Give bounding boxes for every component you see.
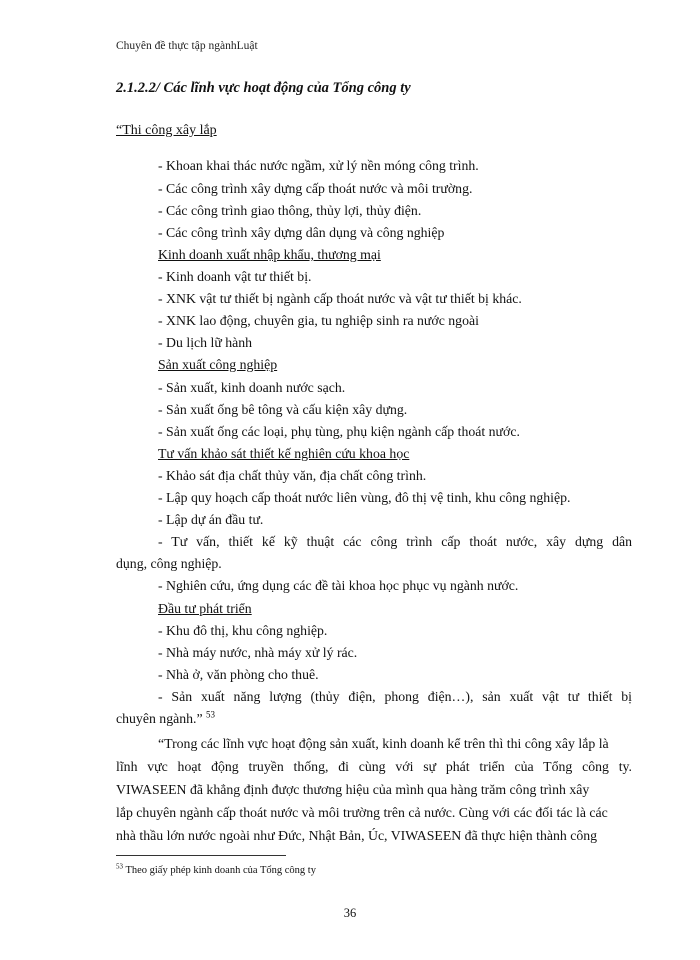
- list-item: - Khoan khai thác nước ngầm, xử lý nền móng công trình.: [158, 158, 479, 173]
- list-item: - Khảo sát địa chất thủy văn, địa chất công trình.: [158, 468, 427, 483]
- subsection-heading: Tư vấn khảo sát thiết kế nghiên cứu khoa học: [158, 446, 410, 461]
- list-item: - Lập quy hoạch cấp thoát nước liên vùng, đô thị vệ tinh, khu công nghiệp.: [158, 490, 571, 505]
- list-item: - XNK lao động, chuyên gia, tu nghiệp sinh ra nước ngoài: [158, 313, 479, 328]
- list-item: - Nhà ở, văn phòng cho thuê.: [158, 667, 319, 682]
- category-label: “Thi công xây lắp: [116, 123, 217, 138]
- footnote-divider: [116, 855, 286, 856]
- list-item: - Lập dự án đầu tư.: [158, 512, 264, 527]
- running-header: Chuyên đề thực tập ngànhLuật: [116, 40, 258, 52]
- list-item: - Sản xuất ống các loại, phụ tùng, phụ kiện ngành cấp thoát nước.: [158, 424, 520, 439]
- list-item-continuation: dụng, công nghiệp.: [116, 556, 222, 571]
- list-item: - Các công trình giao thông, thủy lợi, thủy điện.: [158, 203, 422, 218]
- list-item: - Du lịch lữ hành: [158, 335, 253, 350]
- footnote-reference: 53: [206, 709, 216, 720]
- paragraph-line: lắp chuyên ngành cấp thoát nước và môi trường trên cả nước. Cùng với các đối tác là các: [116, 805, 608, 820]
- list-item: - Khu đô thị, khu công nghiệp.: [158, 623, 328, 638]
- list-item: - XNK vật tư thiết bị ngành cấp thoát nước và vật tư thiết bị khác.: [158, 291, 522, 306]
- list-item: - Sản xuất ống bê tông và cấu kiện xây dựng.: [158, 402, 408, 417]
- paragraph-line: “Trong các lĩnh vực hoạt động sản xuất, kinh doanh kể trên thì thi công xây lắp là: [158, 736, 609, 751]
- paragraph-line: VIWASEEN đã khẳng định được thương hiệu của mình qua hàng trăm công trình xây: [116, 782, 590, 797]
- list-item: - Các công trình xây dựng cấp thoát nước và môi trường.: [158, 181, 473, 196]
- list-item: - Nghiên cứu, ứng dụng các đề tài khoa học phục vụ ngành nước.: [158, 578, 519, 593]
- page-number: 36: [343, 906, 357, 920]
- subsection-heading: Kinh doanh xuất nhập khẩu, thương mại: [158, 247, 381, 262]
- list-item-continuation: [116, 711, 215, 727]
- subsection-heading: Sản xuất công nghiệp: [158, 357, 278, 372]
- list-item: - Các công trình xây dựng dân dụng và công nghiệp: [158, 225, 445, 240]
- list-item: - Tư vấn, thiết kế kỹ thuật các công trình cấp thoát nước, xây dựng dân: [158, 534, 632, 549]
- list-item: - Sản xuất, kinh doanh nước sạch.: [158, 380, 346, 395]
- section-heading: 2.1.2.2/ Các lĩnh vực hoạt động của Tổng công ty: [116, 80, 411, 96]
- paragraph-line: nhà thầu lớn nước ngoài như Đức, Nhật Bản, Úc, VIWASEEN đã thực hiện thành công: [116, 828, 598, 843]
- footnote-marker: 53: [116, 862, 123, 871]
- footnote-text: Theo giấy phép kinh doanh của Tổng công ty: [125, 865, 316, 876]
- list-item: - Nhà máy nước, nhà máy xử lý rác.: [158, 645, 358, 660]
- footnote: [116, 862, 316, 876]
- subsection-heading: Đầu tư phát triển: [158, 601, 252, 616]
- quote-end-text: chuyên ngành.”: [116, 711, 203, 726]
- paragraph-line: lĩnh vực hoạt động truyền thống, đi cùng với sự phát triển của Tổng công ty.: [116, 759, 632, 774]
- list-item: - Sản xuất năng lượng (thủy điện, phong điện…), sản xuất vật tư thiết bị: [158, 689, 632, 704]
- list-item: - Kinh doanh vật tư thiết bị.: [158, 269, 312, 284]
